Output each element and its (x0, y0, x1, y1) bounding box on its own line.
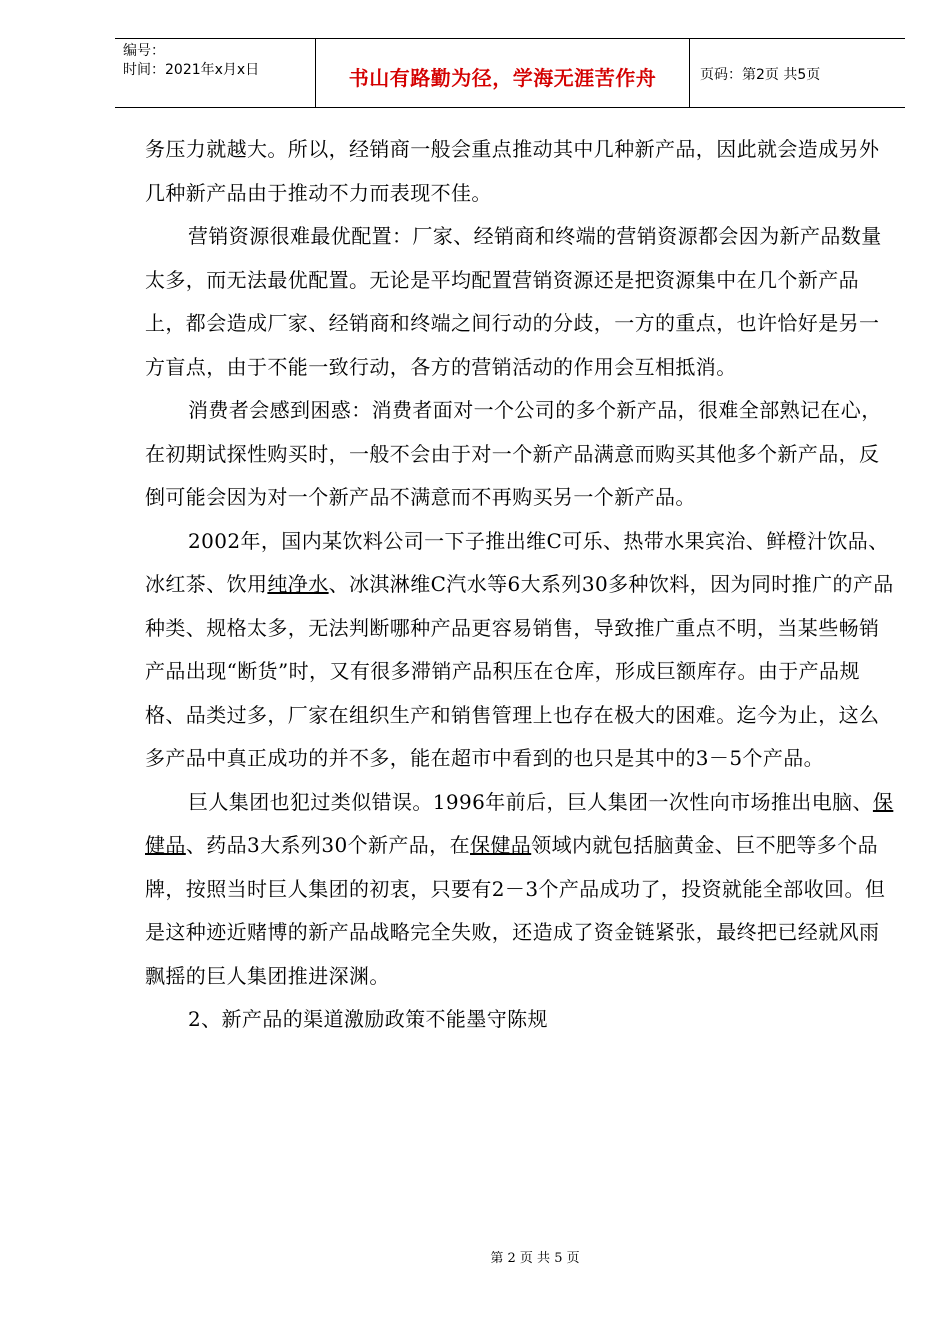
paragraph-2: 营销资源很难最优配置：厂家、经销商和终端的营销资源都会因为新产品数量太多，而无法最优配置。无论是平均配置营销资源还是把资源集中在几个新产品上，都会造成厂家、经销商和终端之间行动的分歧，一方的重点，也许恰好是另一方盲点，由于不能一致行动，各方的营销活动的作用会互相抵消。 (145, 224, 882, 379)
page-footer: 第 2 页 共 5 页 (490, 1251, 580, 1266)
paragraph-5-text-a: 巨人集团也犯过类似错误。1996年前后，巨人集团一次性向市场推出电脑、 (188, 789, 873, 814)
paragraph-1: 务压力就越大。所以，经销商一般会重点推动其中几种新产品，因此就会造成另外几种新产品由于推动不力而表现不佳。 (145, 137, 880, 205)
link-pure-water[interactable]: 纯净水 (267, 572, 329, 596)
document-date: 时间：2021年x月x日 (123, 62, 260, 78)
document-header (115, 38, 905, 108)
link-health-products-1[interactable]: 保健品 (145, 789, 894, 857)
paragraph-3: 消费者会感到困惑：消费者面对一个公司的多个新产品，很难全部熟记在心，在初期试探性购买时，一般不会由于对一个新产品满意而购买其他多个新产品，反倒可能会因为对一个新产品不满意而不再购买另一个新产品。 (145, 398, 882, 509)
paragraph-4-text-b: 、冰淇淋维C汽水等6大系列30多种饮料，因为同时推广的产品种类、规格太多，无法判断哪种产品更容易销售，导致推广重点不明，当某些畅销产品出现“断货”时，又有很多滞销产品积压在仓库，形成巨额库存。由于产品规格、品类过多，厂家在组织生产和销售管理上也存在极大的困难。迄今为止，这么多产品中真正成功的并不多，能在超市中看到的也只是其中的3－5个产品。 (145, 572, 894, 770)
paragraph-4 (145, 520, 895, 781)
paragraph-5-text-b: 、药品3大系列30个新产品，在 (185, 833, 470, 857)
header-page-info: 页码：第2页 共5页 (700, 67, 821, 83)
paragraph-5 (145, 781, 895, 999)
link-health-products-2[interactable]: 保健品 (470, 833, 532, 857)
document-code-label: 编号： (123, 43, 165, 59)
header-motto-cell (316, 39, 690, 107)
header-motto: 书山有路勤为径，学海无涯苦作舟 (348, 66, 657, 90)
section-heading: 2、新产品的渠道激励政策不能墨守陈规 (188, 1007, 548, 1031)
header-meta-cell (115, 39, 316, 107)
document-body (145, 128, 895, 1042)
paragraph-5-text-c: 领域内就包括脑黄金、巨不肥等多个品牌，按照当时巨人集团的初衷，只要有2－3个产品成功了，投资就能全部收回。但是这种迹近赌博的新产品战略完全失败，还造成了资金链紧张，最终把已经就风雨飘摇的巨人集团推进深渊。 (145, 833, 886, 988)
paragraph-4-text-a: 2002年，国内某饮料公司一下子推出维C可乐、热带水果宾治、鲜橙汁饮品、冰红茶、饮用 (145, 528, 889, 596)
header-page-cell (690, 39, 905, 107)
